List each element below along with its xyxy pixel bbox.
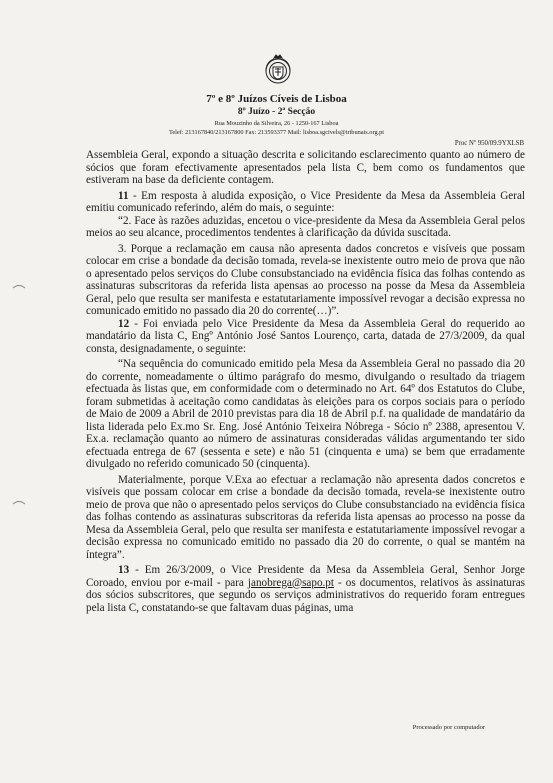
coat-of-arms-icon: [262, 52, 294, 88]
document-body: [86, 149, 525, 614]
paragraph-11: [86, 190, 525, 215]
paragraph-13: [86, 564, 525, 614]
quoted-paragraph: Materialmente, porque V.Exa ao efectuar a reclamação não apresenta dados concretos e visíveis que possam colocar em crise a bondade da decisão tomada, revela-se inexistente outro meio de prova que não o apresentado pelos serviços do Clube consubstanciado na evidência física das folhas contendo as assinaturas subscritoras da referida lista apensas ao processo na posse da Mesa da Assembleia Geral, pelo que resulta ser manifesta e estatutariamente impossível revogar a decisão expressa no comunicado emitido no passado dia 20 do corrente, o qual se mantém na íntegra”.: [86, 473, 525, 561]
paragraph-number: 12: [118, 317, 130, 330]
email-link[interactable]: janobrega@sapo.pt: [247, 576, 334, 589]
paragraph-text: - os documentos, relativos às assinaturas dos sócios subscritores, que segundo os serviços administrativos do requerido foram entregues pela lista C, constatando-se que faltavam duas páginas, uma: [86, 576, 525, 614]
paragraph-text: - Em resposta à aludida exposição, o Vice Presidente da Mesa da Assembleia Geral emitiu comunicado referindo, além do mais, o seguinte:: [86, 189, 525, 214]
paragraph-number: 11: [118, 189, 129, 202]
quoted-paragraph: 3. Porque a reclamação em causa não apresenta dados concretos e visíveis que possam colocar em crise a bondade da decisão tomada, revela-se inexistente outro meio de prova que não o apresentado pelos serviços do Clube consubstanciado na evidência física das folhas contendo as assinaturas subscritoras da referida lista apensas ao processo na posse da Mesa da Assembleia Geral, pelo que resulta ser manifesta e estatutariamente impossível revogar a decisão expressa no comunicado emitido no passado dia 20 do corrente(…)”.: [86, 242, 525, 317]
footer-note: Processado por computador: [412, 724, 485, 731]
court-section: 8º Juízo - 2ª Secção: [237, 107, 316, 117]
paragraph-text: - Em 26/3/2009, o Vice Presidente da Mesa da Assembleia Geral, Senhor Jorge Coroado, enviou por e-mail - para: [86, 564, 525, 589]
court-contacts: Telef: 213167840/213167800 Fax: 213593377 Mail: lisboa.sgcivels@tribunais.org.pt: [168, 129, 385, 136]
paragraph-number: 13: [118, 564, 130, 576]
paragraph: Assembleia Geral, expondo a situação descrita e solicitando esclarecimento quanto ao número de sócios que foram efectivamente apresentados pela lista C, bem como os fundamentos que estiveram na base da deficiente contagem.: [86, 149, 525, 186]
punch-mark-icon: [12, 499, 26, 505]
court-title: 7º e 8º Juízos Cíveis de Lisboa: [206, 93, 347, 105]
process-number: Proc Nº 950/09.9YXLSB: [454, 140, 524, 147]
court-address: Rua Mouzinho da Silveira, 26 - 1250-167 Lisboa: [214, 120, 339, 127]
paragraph-text: - Foi enviada pelo Vice Presidente da Mesa da Assembleia Geral do requerido ao mandatário da lista C, Engº António José Santos Lourenço, carta, datada de 27/3/2009, da qual consta, designadamente, o seguinte:: [86, 317, 525, 355]
quoted-paragraph: “Na sequência do comunicado emitido pela Mesa da Assembleia Geral no passado dia 20 do corrente, nomeadamente o último parágrafo do mesmo, divulgando o resultado da triagem efectuada às listas que, em conformidade com o determinado no Art. 64º dos Estatutos do Clube, foram submetidas à aceitação como candidatas às eleições para os corpos sociais para o período de Maio de 2009 a Abril de 2010 previstas para dia 18 de Abril p.f. na qualidade de mandatário da lista liderada pelo Ex.mo Sr. Eng. José António Teixeira Nóbrega - Sócio nº 2388, apresentou V. Ex.a. reclamação quanto ao número de assinaturas consideradas válidas argumentando ter sido efectuada entrega de 67 (sessenta e sete) e não 51 (cinquenta e uma) se bem que erradamente divulgado no referido comunicado 50 (cinquenta).: [86, 358, 525, 470]
punch-mark-icon: [12, 283, 26, 289]
paragraph-12: [86, 318, 525, 356]
quoted-paragraph: “2. Face às razões aduzidas, encetou o vice-presidente da Mesa da Assembleia Geral pelos meios ao seu alcance, procedimentos tendentes à clarificação da dúvida suscitada.: [86, 214, 525, 239]
